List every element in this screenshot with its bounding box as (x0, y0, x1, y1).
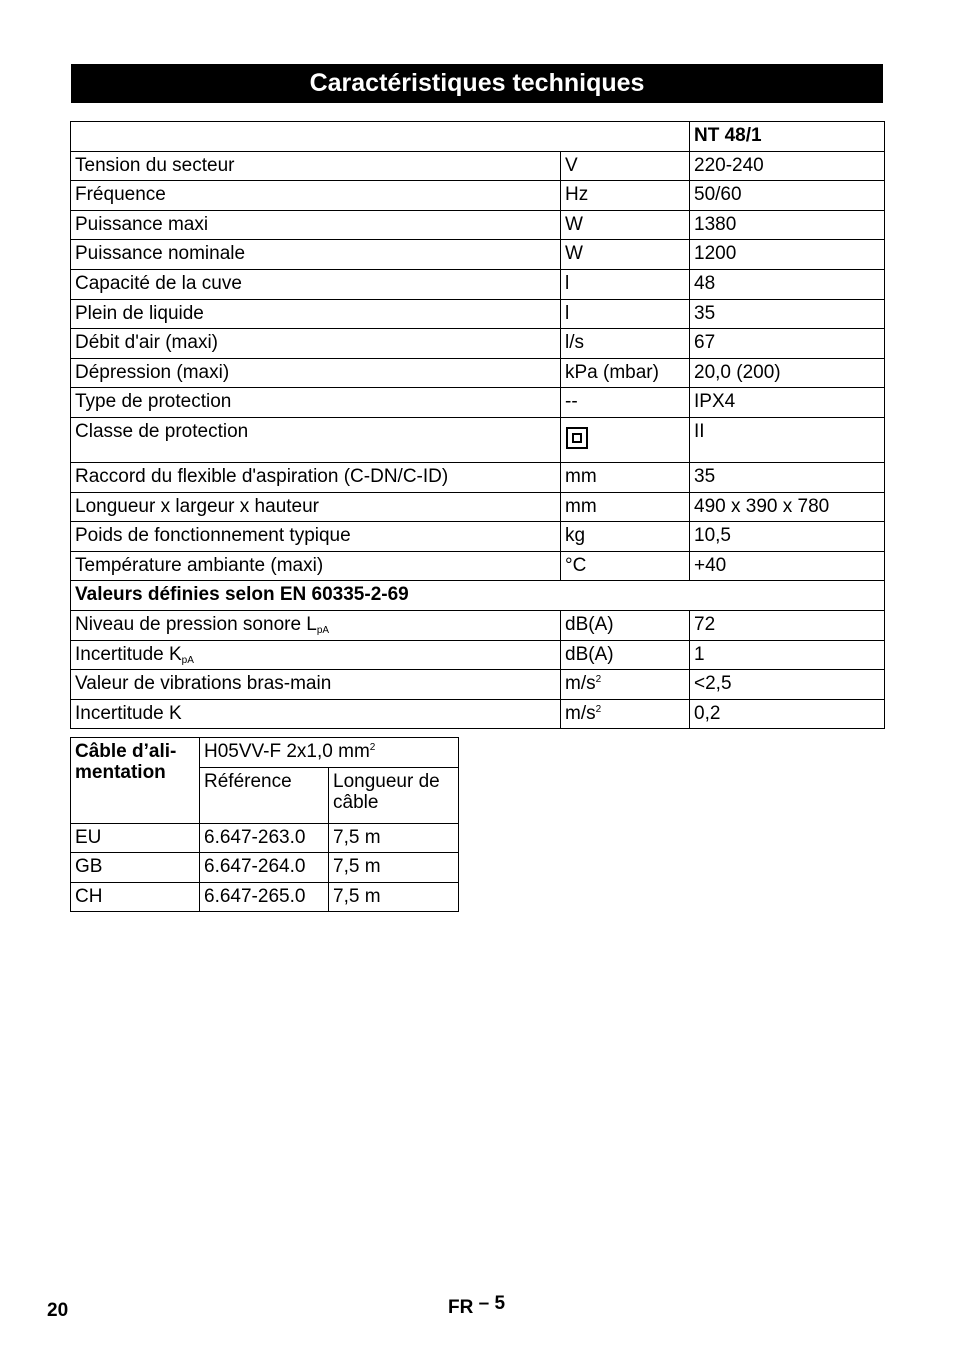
spec-value: 67 (690, 329, 885, 359)
table-row (71, 853, 459, 883)
spec-unit: Hz (561, 181, 690, 211)
spec-unit (561, 670, 690, 700)
spec-label: Classe de protection (71, 417, 561, 462)
spec-unit: mm (561, 492, 690, 522)
table-row (71, 151, 885, 181)
specs-table (70, 121, 885, 729)
spec-label (71, 640, 561, 670)
spec-value: 1200 (690, 240, 885, 270)
spec-label: Puissance nominale (71, 240, 561, 270)
cable-length: 7,5 m (329, 882, 459, 912)
spec-unit: °C (561, 551, 690, 581)
spec-unit: l/s (561, 329, 690, 359)
table-row (71, 522, 885, 552)
footer-separator: – (478, 1293, 490, 1314)
spec-unit: mm (561, 462, 690, 492)
footer-language: FR (448, 1297, 474, 1318)
spec-unit-text: m/s (565, 702, 596, 724)
cable-length: 7,5 m (329, 823, 459, 853)
cable-reference: 6.647-264.0 (200, 853, 329, 883)
spec-unit: -- (561, 388, 690, 418)
cable-length: 7,5 m (329, 853, 459, 883)
spec-unit: kg (561, 522, 690, 552)
spec-label: Incertitude K (71, 699, 561, 729)
table-row (71, 640, 885, 670)
spec-unit: l (561, 299, 690, 329)
cable-country: EU (71, 823, 200, 853)
spec-value: <2,5 (690, 670, 885, 700)
cable-heading: Câble d’ali-mentation (71, 738, 200, 824)
spec-unit: dB(A) (561, 610, 690, 640)
spec-label: Plein de liquide (71, 299, 561, 329)
table-row (71, 823, 459, 853)
spec-unit-text: m/s (565, 673, 596, 695)
spec-unit: dB(A) (561, 640, 690, 670)
specs-header-row (71, 122, 885, 152)
table-row (71, 299, 885, 329)
spec-unit (561, 699, 690, 729)
table-row (71, 699, 885, 729)
spec-label: Température ambiante (maxi) (71, 551, 561, 581)
spec-label: Puissance maxi (71, 210, 561, 240)
table-row (71, 269, 885, 299)
spec-value: 10,5 (690, 522, 885, 552)
spec-label: Valeur de vibrations bras-main (71, 670, 561, 700)
spec-label-subscript: pA (316, 624, 330, 636)
spec-label: Dépression (maxi) (71, 358, 561, 388)
table-row (71, 329, 885, 359)
spec-label: Capacité de la cuve (71, 269, 561, 299)
table-row (71, 492, 885, 522)
spec-unit: kPa (mbar) (561, 358, 690, 388)
spec-value: 1 (690, 640, 885, 670)
table-row (71, 610, 885, 640)
spec-value: II (690, 417, 885, 462)
footer-section-marker (448, 1293, 506, 1319)
col-length-header: Longueur de câble (329, 767, 459, 823)
cable-country: CH (71, 882, 200, 912)
footer-section-page: 5 (494, 1293, 506, 1314)
table-row (71, 417, 885, 462)
spec-value: 1380 (690, 210, 885, 240)
spec-label: Type de protection (71, 388, 561, 418)
spec-unit-superscript: 2 (595, 703, 602, 715)
spec-label-text: Incertitude K (75, 643, 182, 665)
table-row (71, 210, 885, 240)
cable-reference: 6.647-265.0 (200, 882, 329, 912)
cable-type (200, 738, 459, 768)
spec-value: +40 (690, 551, 885, 581)
spec-value: 48 (690, 269, 885, 299)
section-title-row (71, 581, 885, 611)
cable-table (70, 737, 459, 912)
spec-label: Débit d'air (maxi) (71, 329, 561, 359)
spec-label-text: Niveau de pression sonore L (75, 613, 317, 635)
spec-label: Longueur x largeur x hauteur (71, 492, 561, 522)
spec-value: 35 (690, 462, 885, 492)
table-row (71, 882, 459, 912)
spec-value: 0,2 (690, 699, 885, 729)
spec-label (71, 610, 561, 640)
spec-unit: V (561, 151, 690, 181)
spec-unit-superscript: 2 (595, 674, 602, 686)
table-row (71, 240, 885, 270)
spec-value: 220-240 (690, 151, 885, 181)
table-row (71, 358, 885, 388)
spec-value: IPX4 (690, 388, 885, 418)
specs-header-empty-cell (71, 122, 690, 152)
model-name: NT 48/1 (690, 122, 885, 152)
spec-label: Poids de fonctionnement typique (71, 522, 561, 552)
cable-type-text: H05VV-F 2x1,0 mm (204, 741, 370, 762)
cable-header-row (71, 738, 459, 768)
spec-unit: W (561, 240, 690, 270)
table-row (71, 181, 885, 211)
spec-label: Raccord du flexible d'aspiration (C-DN/C-ID) (71, 462, 561, 492)
spec-value: 72 (690, 610, 885, 640)
section-title: Valeurs définies selon EN 60335-2-69 (71, 581, 885, 611)
spec-label-subscript: pA (181, 654, 194, 666)
spec-value: 35 (690, 299, 885, 329)
spec-value: 50/60 (690, 181, 885, 211)
table-row (71, 670, 885, 700)
spec-unit (561, 417, 690, 462)
spec-label: Tension du secteur (71, 151, 561, 181)
cable-country: GB (71, 853, 200, 883)
cable-reference: 6.647-263.0 (200, 823, 329, 853)
table-row (71, 551, 885, 581)
table-row (71, 462, 885, 492)
page-title: Caractéristiques techniques (71, 64, 883, 103)
spec-value: 20,0 (200) (690, 358, 885, 388)
spec-unit: l (561, 269, 690, 299)
spec-label: Fréquence (71, 181, 561, 211)
table-row (71, 388, 885, 418)
cable-type-superscript: 2 (369, 742, 376, 753)
protection-class-ii-icon (566, 427, 588, 449)
spec-unit: W (561, 210, 690, 240)
page-number: 20 (47, 1300, 69, 1321)
spec-value: 490 x 390 x 780 (690, 492, 885, 522)
col-reference-header: Référence (200, 767, 329, 823)
